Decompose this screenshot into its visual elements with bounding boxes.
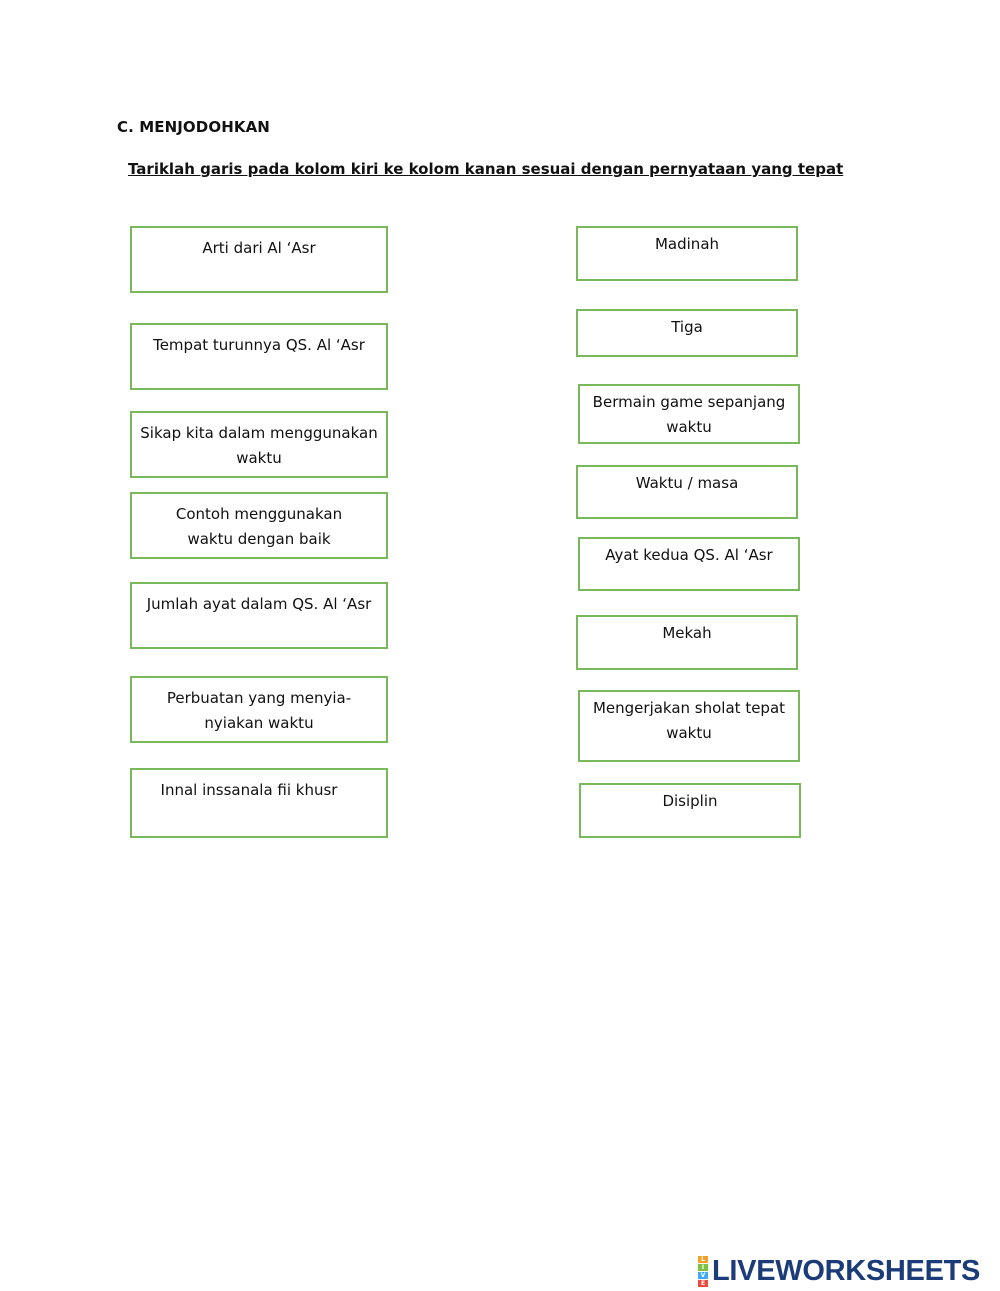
- left-item-label: Innal inssanala fii khusr: [160, 781, 338, 799]
- left-item-label: Arti dari Al ‘Asr: [202, 239, 316, 257]
- left-item-label: Contoh menggunakan waktu dengan baik: [175, 505, 343, 548]
- right-item-3[interactable]: [578, 384, 800, 444]
- right-item-5[interactable]: [578, 537, 800, 591]
- right-item-2[interactable]: [576, 309, 798, 357]
- right-item-6[interactable]: [576, 615, 798, 670]
- right-item-label: Mekah: [662, 624, 712, 642]
- left-item-label: Jumlah ayat dalam QS. Al ‘Asr: [146, 595, 372, 613]
- left-item-1[interactable]: [130, 226, 388, 293]
- left-item-3[interactable]: [130, 411, 388, 478]
- logo-mark-letter: I: [698, 1264, 708, 1271]
- right-item-label: Bermain game sepanjang waktu: [592, 393, 786, 436]
- right-item-1[interactable]: [576, 226, 798, 281]
- logo-text: LIVEWORKSHEETS: [712, 1254, 981, 1287]
- left-item-2[interactable]: [130, 323, 388, 390]
- right-item-7[interactable]: [578, 690, 800, 762]
- left-item-label: Perbuatan yang menyia-nyiakan waktu: [166, 689, 352, 732]
- right-item-label: Madinah: [654, 235, 720, 253]
- left-item-label: Sikap kita dalam menggunakan waktu: [140, 424, 378, 467]
- right-item-label: Waktu / masa: [635, 474, 739, 492]
- right-item-label: Mengerjakan sholat tepat waktu: [592, 699, 786, 742]
- right-item-4[interactable]: [576, 465, 798, 519]
- logo-mark-letter: E: [698, 1280, 708, 1287]
- right-item-label: Ayat kedua QS. Al ‘Asr: [605, 546, 773, 564]
- logo-mark-letter: V: [698, 1272, 708, 1279]
- left-item-label: Tempat turunnya QS. Al ‘Asr: [153, 336, 365, 354]
- liveworksheets-logo: [698, 1254, 980, 1288]
- left-item-6[interactable]: [130, 676, 388, 743]
- right-item-label: Disiplin: [662, 792, 718, 810]
- right-item-8[interactable]: [579, 783, 801, 838]
- logo-mark-letter: L: [698, 1256, 708, 1263]
- section-heading: C. MENJODOHKAN: [117, 118, 270, 136]
- right-item-label: Tiga: [671, 318, 703, 336]
- instruction-text: Tariklah garis pada kolom kiri ke kolom kanan sesuai dengan pernyataan yang tepat: [128, 160, 844, 178]
- logo-mark-icon: [698, 1256, 708, 1287]
- left-item-4[interactable]: [130, 492, 388, 559]
- left-item-7[interactable]: [130, 768, 388, 838]
- left-item-5[interactable]: [130, 582, 388, 649]
